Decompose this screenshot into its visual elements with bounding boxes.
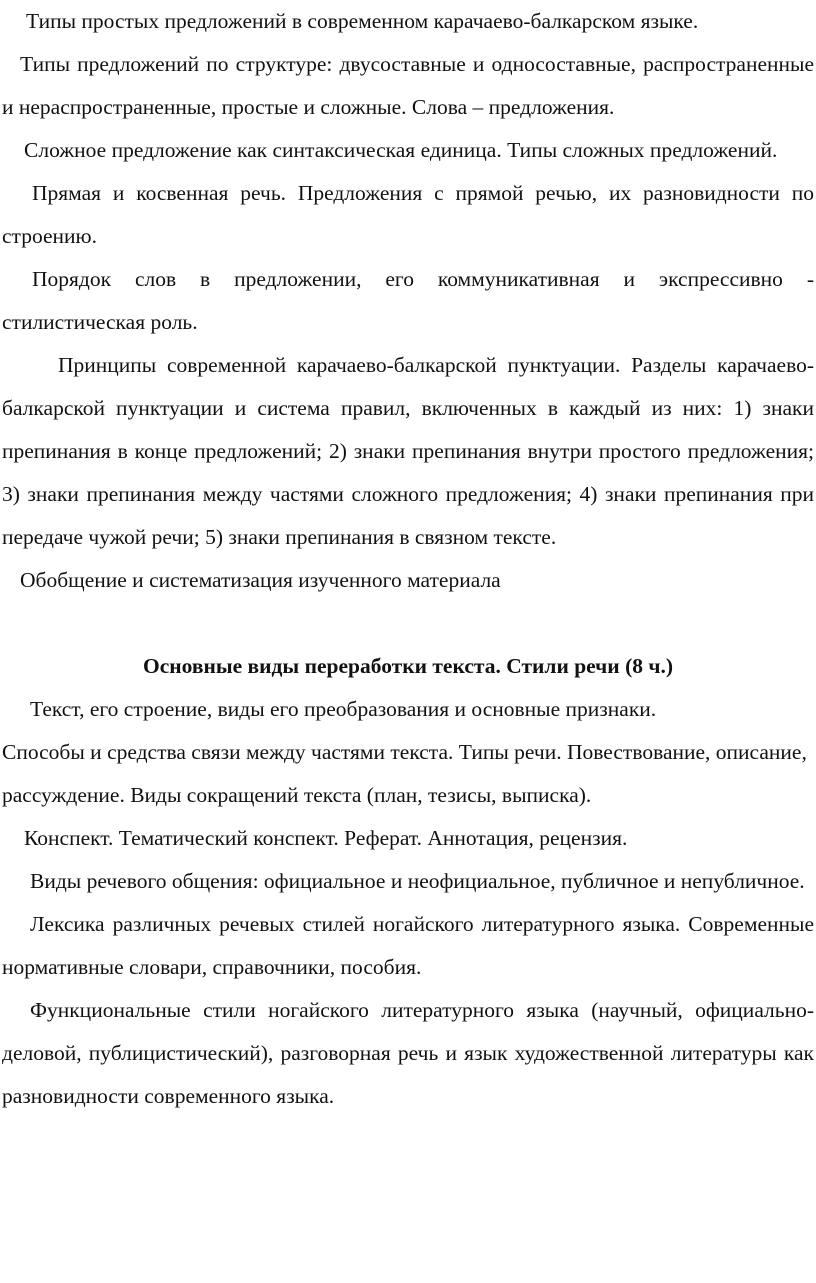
blank-line bbox=[0, 602, 816, 645]
section2-heading: Основные виды переработки текста. Стили речи (8 ч.) bbox=[142, 654, 674, 678]
paragraph-direct-speech: Прямая и косвенная речь. Предложения с прямой речью, их разновидности по строению. bbox=[2, 181, 814, 248]
paragraph-speech-communication: Виды речевого общения: официальное и неофициальное, публичное и непубличное. bbox=[30, 869, 805, 893]
paragraph-summary: Обобщение и систематизация изученного материала bbox=[20, 568, 501, 592]
section1-title: Типы простых предложений в современном карачаево-балкарском языке. bbox=[26, 9, 699, 33]
paragraph-lexicon-styles: Лексика различных речевых стилей ногайского литературного языка. Современные нормативные словари, справочники, пособия. bbox=[2, 912, 814, 979]
paragraph-text-connection: Способы и средства связи между частями текста. Типы речи. Повествование, описание, рассуждение. Виды сокращений текста (план, тезисы, выписка). bbox=[2, 740, 807, 807]
paragraph-punctuation-principles: Принципы современной карачаево-балкарской пунктуации. Разделы карачаево-балкарской пунктуации и система правил, включенных в каждый из них: 1) знаки препинания в конце предложений; 2) знаки препинания внутри простого предложения; 3) знаки препинания между частями сложного предложения; 4) знаки препинания при передаче чужой речи; 5) знаки препинания в связном тексте. bbox=[2, 353, 814, 549]
paragraph-complex-sentence: Сложное предложение как синтаксическая единица. Типы сложных предложений. bbox=[24, 138, 778, 162]
paragraph-summary-types: Конспект. Тематический конспект. Реферат. Аннотация, рецензия. bbox=[24, 826, 628, 850]
paragraph-word-order: Порядок слов в предложении, его коммуникативная и экспрессивно - стилистическая роль. bbox=[2, 267, 814, 334]
paragraph-sentence-types: Типы предложений по структуре: двусоставные и односоставные, распространенные и нераспространенные, простые и сложные. Слова – предложения. bbox=[2, 52, 814, 119]
paragraph-text-structure: Текст, его строение, виды его преобразования и основные признаки. bbox=[30, 697, 657, 721]
paragraph-functional-styles: Функциональные стили ногайского литературного языка (научный, официально-деловой, публицистический), разговорная речь и язык художественной литературы как разновидности современного языка. bbox=[2, 998, 814, 1108]
